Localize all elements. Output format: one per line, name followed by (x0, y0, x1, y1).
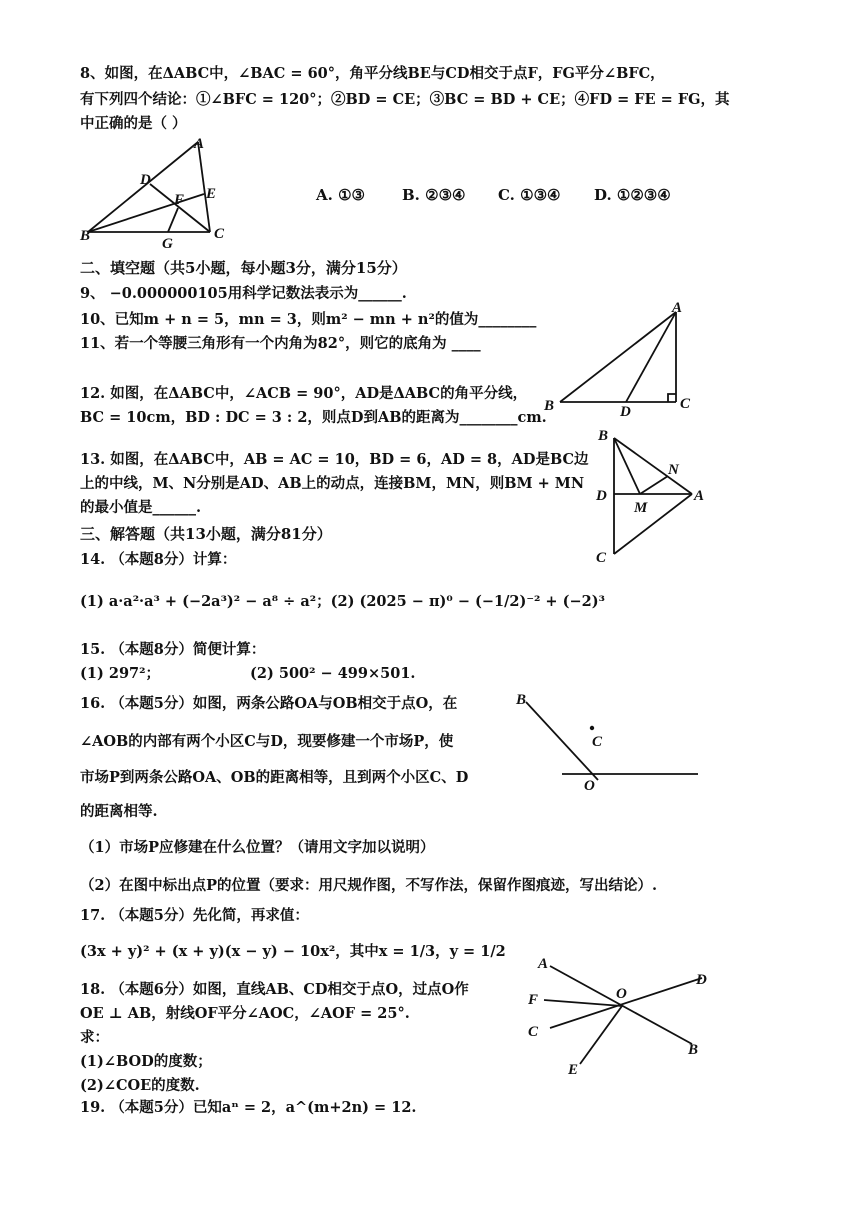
q13-line2: 上的中线，M、N分别是AD、AB上的动点，连接BM，MN，则BM + MN (80, 475, 585, 492)
q18-line3: 求： (80, 1029, 109, 1046)
q18-label-a: A (538, 956, 549, 972)
q13-label-n: N (668, 462, 679, 478)
q8-triangle-figure (78, 132, 238, 250)
q12-label-a: A (672, 300, 683, 316)
q16-line1: 16. （本题5分）如图，两条公路OA与OB相交于点O，在 (80, 695, 458, 712)
q8-label-a: A (194, 136, 205, 152)
q18-label-f: F (528, 992, 539, 1008)
q18-label-b: B (688, 1042, 699, 1058)
q14-expression: (1) a·a²·a³ + (−2a³)² − a⁸ ÷ a²；(2) (2025 − π)⁰ − (−1/2)⁻² + (−2)³ (80, 593, 605, 610)
q8-label-c: C (214, 226, 225, 242)
q16-line2: ∠AOB的内部有两个小区C与D，现要修建一个市场P，使 (80, 733, 454, 750)
q14-title: 14. （本题8分）计算： (80, 551, 237, 568)
q18-label-c: C (528, 1024, 539, 1040)
q8-label-g: G (162, 236, 173, 250)
q16-roads-figure (512, 690, 722, 796)
q18-sub2: (2)∠COE的度数. (80, 1077, 200, 1094)
q13-label-a: A (694, 488, 705, 504)
q8-option-c: C. ①③④ (498, 186, 561, 204)
q16-label-o: O (584, 778, 595, 794)
q16-label-c: C (592, 734, 603, 750)
q18-line2: OE ⊥ AB，射线OF平分∠AOC，∠AOF = 25°. (80, 1005, 410, 1022)
q8-option-a: A. ①③ (316, 186, 365, 204)
q18-line1: 18. （本题6分）如图，直线AB、CD相交于点O，过点O作 (80, 981, 469, 998)
q8-label-e: E (206, 186, 217, 202)
q18-label-e: E (568, 1062, 579, 1078)
q13-triangle-figure (592, 424, 722, 568)
q18-lines-figure (522, 948, 722, 1078)
q12-line1: 12. 如图，在ΔABC中，∠ACB = 90°，AD是ΔABC的角平分线， (80, 385, 528, 402)
q13-label-c: C (596, 550, 607, 566)
q16-line4: 的距离相等. (80, 803, 158, 820)
q17-expression: (3x + y)² + (x + y)(x − y) − 10x²，其中x = 1/3，y = 1/2 (80, 943, 506, 960)
q9-text: 9、 −0.000000105用科学记数法表示为______. (80, 285, 407, 302)
q18-label-o: O (616, 986, 627, 1002)
q12-label-b: B (544, 398, 555, 414)
q13-label-m: M (634, 500, 648, 516)
q13-line3: 的最小值是______. (80, 499, 202, 516)
q8-label-b: B (80, 228, 91, 244)
section2-heading: 二、填空题（共5小题，每小题3分，满分15分） (80, 259, 407, 277)
q17-title: 17. （本题5分）先化简，再求值： (80, 907, 309, 924)
q8-line2: 有下列四个结论：①∠BFC = 120°；②BD = CE；③BC = BD + CE；④FD = FE = FG，其 (80, 91, 730, 108)
q15-part2: (2) 500² − 499×501. (250, 665, 416, 682)
q12-right-triangle-figure (540, 298, 700, 418)
q16-line3: 市场P到两条公路OA、OB的距离相等，且到两个小区C、D (80, 769, 469, 786)
q16-sub2: （2）在图中标出点P的位置（要求：用尺规作图，不写作法，保留作图痕迹，写出结论）. (80, 877, 658, 894)
q15-title: 15. （本题8分）简便计算： (80, 641, 266, 658)
q8-line3: 中正确的是（ ） (80, 115, 187, 132)
q15-part1: (1) 297²； (80, 665, 160, 682)
q16-sub1: （1）市场P应修建在什么位置？（请用文字加以说明） (80, 839, 435, 856)
q8-label-f: F (174, 192, 185, 208)
q10-text: 10、已知m + n = 5，mn = 3，则m² − mn + n²的值为________ (80, 311, 537, 328)
q8-label-d: D (140, 172, 151, 188)
q18-sub1: (1)∠BOD的度数； (80, 1053, 212, 1070)
q13-label-d: D (596, 488, 607, 504)
q8-line1: 8、如图，在ΔABC中，∠BAC = 60°，角平分线BE与CD相交于点F，FG平分∠BFC， (80, 65, 665, 82)
q19-text: 19. （本题5分）已知aⁿ = 2，a^(m+2n) = 12. (80, 1099, 417, 1116)
q16-point-c-marker (590, 726, 594, 730)
q12-label-c: C (680, 396, 691, 412)
q16-label-b: B (516, 692, 527, 708)
q12-line2: BC = 10cm，BD : DC = 3 : 2，则点D到AB的距离为________cm. (80, 409, 547, 426)
q18-label-d: D (696, 972, 707, 988)
q8-option-b: B. ②③④ (402, 186, 466, 204)
q13-line1: 13. 如图，在ΔABC中，AB = AC = 10，BD = 6，AD = 8，AD是BC边 (80, 451, 589, 468)
q11-text: 11、若一个等腰三角形有一个内角为82°，则它的底角为 ____ (80, 335, 481, 352)
q8-option-d: D. ①②③④ (594, 186, 671, 204)
q13-label-b: B (598, 428, 609, 444)
q12-label-d: D (620, 404, 631, 418)
section3-heading: 三、解答题（共13小题，满分81分） (80, 525, 332, 543)
